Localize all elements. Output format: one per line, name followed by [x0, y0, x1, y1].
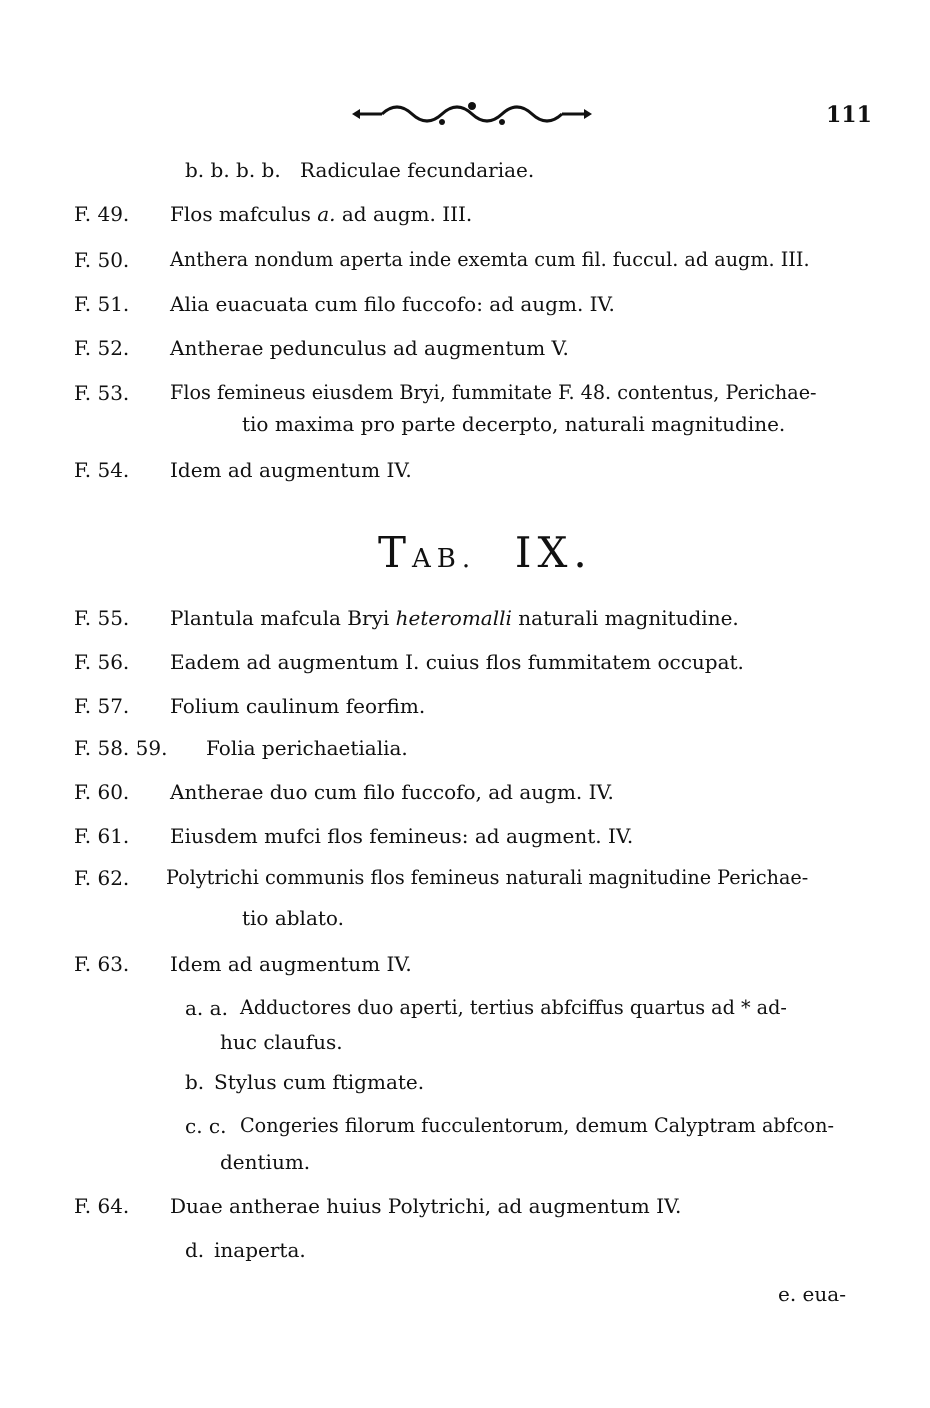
entry-label: F. 58. 59.	[74, 736, 168, 760]
decorative-ornament-icon	[352, 96, 592, 132]
entry-text: Idem ad augmentum IV.	[170, 952, 412, 976]
sub-item-label: b.	[185, 1070, 205, 1094]
entry-label: F. 55.	[74, 606, 130, 630]
entry-text: Anthera nondum aperta inde exemta cum fil. fuccul. ad augm. III.	[170, 248, 810, 271]
sub-label-b: b. b. b. b.	[185, 158, 281, 182]
entry-label: F. 56.	[74, 650, 130, 674]
sub-text-d: inaperta.	[214, 1238, 306, 1262]
entry-text: Flos femineus eiusdem Bryi, fummitate F. 48. contentus, Perichae-	[170, 381, 817, 404]
entry-text: Polytrichi communis flos femineus naturali magnitudine Perichae-	[166, 866, 809, 889]
entry-text: Antherae duo cum filo fuccofo, ad augm. IV.	[170, 780, 614, 804]
entry-text: Folia perichaetialia.	[206, 736, 408, 760]
entry-text: Alia euacuata cum filo fuccofo: ad augm. IV.	[170, 292, 615, 316]
entry-label: F. 63.	[74, 952, 130, 976]
entry-label: F. 53.	[74, 381, 130, 405]
entry-label: F. 60.	[74, 780, 130, 804]
entry-text: Idem ad augmentum IV.	[170, 458, 412, 482]
sub-item-text: Adductores duo aperti, tertius abfciffus quartus ad * ad-	[240, 996, 787, 1019]
sub-item-label: a. a.	[185, 996, 228, 1020]
entry-text-continued: tio ablato.	[242, 906, 344, 930]
entry-text: Duae antherae huius Polytrichi, ad augmentum IV.	[170, 1194, 682, 1218]
entry-label: F. 57.	[74, 694, 130, 718]
sub-item-text-continued: huc claufus.	[220, 1030, 343, 1054]
page-number: 111	[826, 102, 872, 128]
entry-label: F. 51.	[74, 292, 130, 316]
sub-item-text: Stylus cum ftigmate.	[214, 1070, 425, 1094]
sub-item-label: c. c.	[185, 1114, 227, 1138]
sub-item-text-continued: dentium.	[220, 1150, 311, 1174]
entry-label: F. 54.	[74, 458, 130, 482]
entry-text: Plantula mafcula Bryi heteromalli naturali magnitudine.	[170, 606, 739, 630]
entry-text-continued: tio maxima pro parte decerpto, naturali magnitudine.	[242, 412, 786, 436]
table-heading: TAB. IX.	[378, 528, 593, 577]
entry-label: F. 49.	[74, 202, 130, 226]
sub-label-d: d.	[185, 1238, 205, 1262]
entry-text: Flos mafculus a. ad augm. III.	[170, 202, 473, 226]
entry-label: F. 61.	[74, 824, 130, 848]
entry-text: Eiusdem mufci flos femineus: ad augment. IV.	[170, 824, 634, 848]
entry-label: F. 52.	[74, 336, 130, 360]
entry-text: Antherae pedunculus ad augmentum V.	[170, 336, 569, 360]
entry-label: F. 50.	[74, 248, 130, 272]
entry-text: Eadem ad augmentum I. cuius flos fummitatem occupat.	[170, 650, 744, 674]
sub-text-b: Radiculae fecundariae.	[300, 158, 535, 182]
sub-item-text: Congeries filorum fucculentorum, demum Calyptram abfcon-	[240, 1114, 834, 1137]
entry-label: F. 64.	[74, 1194, 130, 1218]
entry-label: F. 62.	[74, 866, 130, 890]
catchword: e. eua-	[778, 1282, 846, 1306]
entry-text: Folium caulinum feorfim.	[170, 694, 426, 718]
